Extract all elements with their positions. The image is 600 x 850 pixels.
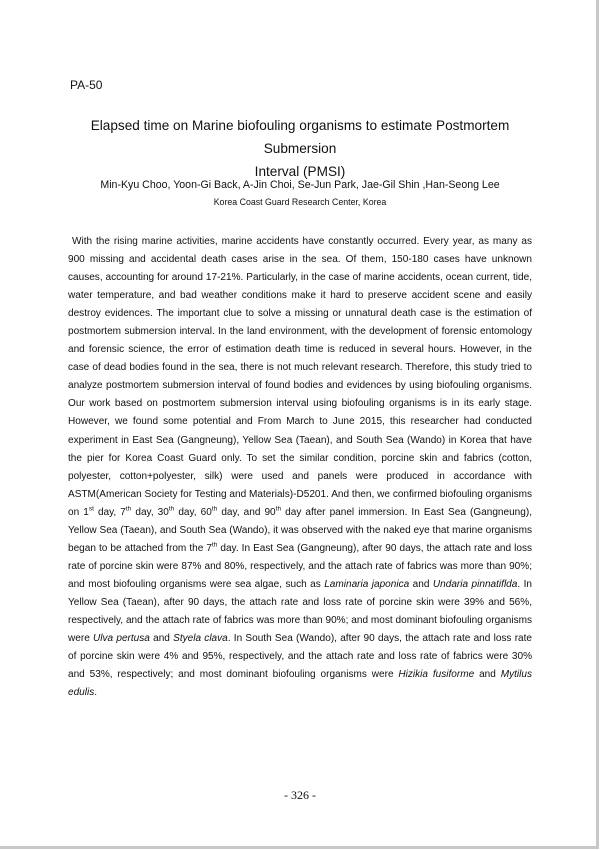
ordinal-suffix: th [168, 505, 175, 513]
ordinal-suffix: th [211, 541, 218, 549]
abstract-body [68, 233, 532, 702]
paper-title-line-2: Interval (PMSI) [254, 164, 346, 179]
species-name: Ulva pertusa [93, 633, 150, 645]
affiliation: Korea Coast Guard Research Center, Korea [213, 197, 387, 207]
abstract-code: PA-50 [70, 78, 103, 92]
ordinal-suffix: st [88, 505, 94, 513]
abstract-text-13: . [94, 687, 98, 699]
page-number: - 326 - [284, 788, 316, 802]
species-name: Undaria pinnatiflda [432, 578, 518, 590]
abstract-text-8: and [409, 578, 433, 590]
paper-title-line-1: Elapsed time on Marine biofouling organisms to estimate Postmortem Submersion [90, 118, 510, 156]
abstract-text-10: and [149, 633, 174, 645]
paper-title [60, 114, 540, 183]
species-name: Mytilus edulis [68, 669, 532, 699]
ordinal-suffix: th [275, 505, 282, 513]
abstract-text-11: . In South Sea (Wando), after 90 days, the attach rate and loss rate of porcine skin were 4% and 95%, respectively, and the attach rate and loss rate of fabrics were 30% and 53%, respectively; and most dominant biofouling organisms were [68, 633, 533, 681]
abstract-text-2: day, 7 [93, 506, 126, 518]
species-name: Laminaria japonica [324, 578, 410, 590]
species-name: Hizikia fusiforme [398, 669, 475, 681]
species-name: Styela clava [173, 633, 228, 645]
abstract-text-5: day, and 90 [217, 506, 276, 518]
abstract-text-3: day, 30 [131, 506, 169, 518]
abstract-text-12: and [474, 669, 501, 681]
abstract-text-7: day. In East Sea (Gangneung), after 90 days, the attach rate and loss rate of porcine skin were 87% and 80%, respectively, and the attach rate of fabrics was more than 90%; and most biofouling organisms were sea algae, such as [68, 542, 532, 590]
ordinal-suffix: th [125, 505, 132, 513]
author-list: Min-Kyu Choo, Yoon-Gi Back, A-Jin Choi, Se-Jun Park, Jae-Gil Shin ,Han-Seong Lee [100, 179, 500, 191]
abstract-text-6: day after panel immersion. In East Sea (Gangneung), Yellow Sea (Taean), and South Sea (Wando), it was observed with the naked eye that marine organisms began to be attached from the 7 [68, 506, 532, 554]
abstract-text-4: day, 60 [174, 506, 212, 518]
abstract-text-9: . In Yellow Sea (Taean), after 90 days, the attach rate and loss rate of porcine skin were 39% and 56%, respectively, and the attach rate of fabrics was more than 90%; and most dominant biofouling organisms were [68, 578, 532, 645]
ordinal-suffix: th [211, 505, 218, 513]
abstract-text-1: With the rising marine activities, marine accidents have constantly occurred. Every year, as many as 900 missing and accidental death cases arise in the sea. Of them, 150-180 cases have unknown causes, accounting for around 17-21%. Particularly, in the case of marine accidents, ocean current, tide, water temperature, and bad weather conditions make it hard to preserve accident scene and easily destroy evidences. The important clue to solve a missing or unnatural death case is the estimation of postmortem submersion interval. In the land environment, with the development of forensic entomology and forensic science, the error of estimation death time is reduced in several hours. However, in the case of dead bodies found in the sea, there is not much relevant research. Therefore, this study tried to analyze postmortem submersion interval of found bodies and evidences by using biofouling organisms. Our work based on postmortem submersion interval using biofouling organisms is in its early stage. However, we found some potential and From March to June 2015, this researcher had conducted experiment in East Sea (Gangneung), Yellow Sea (Taean), and South Sea (Wando) in Korea that have the pier for Korea Coast Guard only. To set the similar condition, porcine skin and fabrics (cotton, polyester, cotton+polyester, silk) were used and panels were produced in accordance with ASTM(American Society for Testing and Materials)-D5201. And then, we confirmed biofouling organisms on 1 [68, 236, 532, 518]
